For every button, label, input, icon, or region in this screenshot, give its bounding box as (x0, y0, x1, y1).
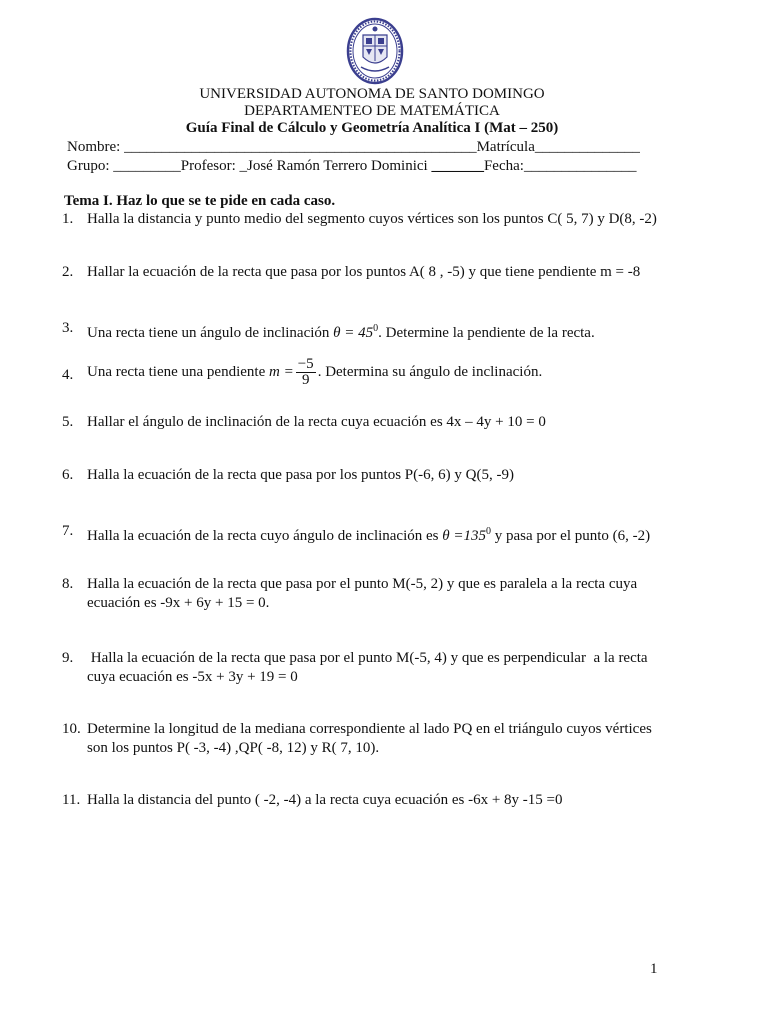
profesor-label: Profesor: (180, 158, 236, 174)
grupo-row (67, 158, 636, 175)
text-after: . Determina su ángulo de inclinación. (317, 363, 543, 380)
question-text: Halla la distancia del punto ( -2, -4) a la recta cuya ecuación es -6x + 8y -15 =0 (87, 792, 563, 808)
university-name: UNIVERSIDAD AUTONOMA DE SANTO DOMINGO (199, 86, 545, 102)
question-line-2: cuya ecuación es -5x + 3y + 19 = 0 (87, 669, 298, 685)
question-line-1: Halla la ecuación de la recta que pasa por el punto M(-5, 2) y que es paralela a la recta cuya (87, 576, 638, 592)
profesor-blank: _______ (431, 158, 484, 174)
question-text (87, 720, 702, 758)
question-number: 9. (62, 650, 74, 666)
text-after: y pasa por el punto (6, -2) (491, 528, 651, 544)
text-before: Una recta tiene un ángulo de inclinación (87, 325, 334, 341)
profesor-name: _José Ramón Terrero Dominici (239, 158, 428, 174)
text-before: Una recta tiene una pendiente (87, 363, 269, 380)
question-number: 11. (62, 792, 81, 808)
question-text: Halla la distancia y punto medio del segmento cuyos vértices son los puntos C( 5, 7) y D(8, -2) (87, 211, 657, 227)
question-number: 10. (62, 721, 81, 737)
question-number: 5. (62, 414, 74, 430)
question-line-1: Determine la longitud de la mediana correspondiente al lado PQ en el triángulo cuyos vértices (87, 721, 652, 737)
question-text: Hallar la ecuación de la recta que pasa por los puntos A( 8 , -5) y que tiene pendiente m = -8 (87, 264, 641, 280)
question-number: 7. (62, 523, 74, 539)
department-name: DEPARTAMENTEO DE MATEMÁTICA (244, 103, 500, 119)
matricula-field[interactable]: ______________ (534, 139, 640, 155)
fraction-numerator: −5 (297, 356, 314, 372)
question-number: 2. (62, 264, 74, 280)
question-number: 8. (62, 576, 74, 592)
matricula-label: Matrícula (476, 139, 535, 155)
text-before: Halla la ecuación de la recta cuyo ángulo de inclinación es (87, 528, 443, 544)
guide-title: Guía Final de Cálculo y Geometría Analítica I (Mat – 250) (185, 120, 559, 136)
nombre-label: Nombre: (67, 139, 121, 155)
fecha-label: Fecha: (483, 158, 524, 174)
question-line-2: ecuación es -9x + 6y + 15 = 0. (87, 595, 270, 611)
page-number: 1 (650, 961, 658, 977)
question-number: 3. (62, 320, 74, 336)
slope-symbol: m = (269, 363, 294, 380)
nombre-field[interactable]: _______________________________________________ (124, 139, 477, 155)
university-seal-icon (346, 17, 404, 85)
slope-fraction (296, 357, 316, 388)
question-text (87, 357, 702, 388)
question-text (87, 522, 702, 546)
theta-equation: θ =135 (442, 528, 487, 544)
fecha-field[interactable]: _______________ (523, 158, 637, 174)
question-text: Hallar el ángulo de inclinación de la recta cuya ecuación es 4x – 4y + 10 = 0 (87, 414, 546, 430)
text-after: . Determine la pendiente de la recta. (378, 325, 595, 341)
question-line-2: son los puntos P( -3, -4) ,QP( -8, 12) y R( 7, 10). (87, 740, 380, 756)
question-text: Halla la ecuación de la recta que pasa por los puntos P(-6, 6) y Q(5, -9) (87, 467, 514, 483)
grupo-label: Grupo: (67, 158, 110, 174)
section-title: Tema I. Haz lo que se te pide en cada caso. (64, 193, 336, 209)
degree-sup: 0 (486, 526, 492, 537)
question-number: 1. (62, 211, 74, 227)
theta-equation: θ = 45 (333, 325, 374, 341)
question-line-1: Halla la ecuación de la recta que pasa por el punto M(-5, 4) y que es perpendicular a la recta (87, 650, 648, 666)
grupo-field[interactable]: _________ (113, 158, 181, 174)
degree-sup: 0 (373, 323, 379, 334)
question-text (87, 319, 702, 343)
question-number: 6. (62, 467, 74, 483)
fraction-denominator: 9 (301, 372, 310, 388)
question-text (87, 575, 702, 613)
question-4 (62, 357, 702, 397)
nombre-row (67, 139, 640, 156)
question-number: 4. (62, 367, 74, 383)
question-text (87, 649, 702, 687)
